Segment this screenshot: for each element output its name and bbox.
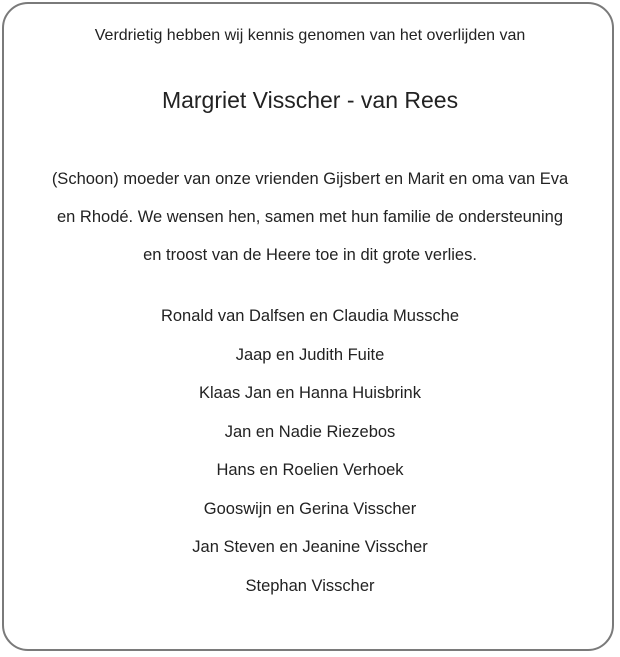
message-line: en troost van de Heere toe in dit grote verlies. [143,246,477,264]
signer: Jaap en Judith Fuite [235,345,385,364]
intro-text: Verdrietig hebben wij kennis genomen van het overlijden van [94,27,526,44]
signer: Klaas Jan en Hanna Huisbrink [199,384,421,402]
deceased-name: Margriet Visscher - van Rees [161,87,459,113]
signer: Gooswijn en Gerina Visscher [203,499,417,518]
message-line: (Schoon) moeder van onze vrienden Gijsbert en Marit en oma van Eva [51,170,569,188]
signers-list [0,297,620,605]
signer: Jan en Nadie Riezebos [224,422,396,441]
condolence-message [20,160,600,274]
signer: Hans en Roelien Verhoek [216,461,404,479]
signer: Jan Steven en Jeanine Visscher [192,538,428,556]
message-line: en Rhodé. We wensen hen, samen met hun familie de ondersteuning [56,208,563,226]
signer: Ronald van Dalfsen en Claudia Mussche [160,307,460,325]
signer: Stephan Visscher [245,576,375,595]
